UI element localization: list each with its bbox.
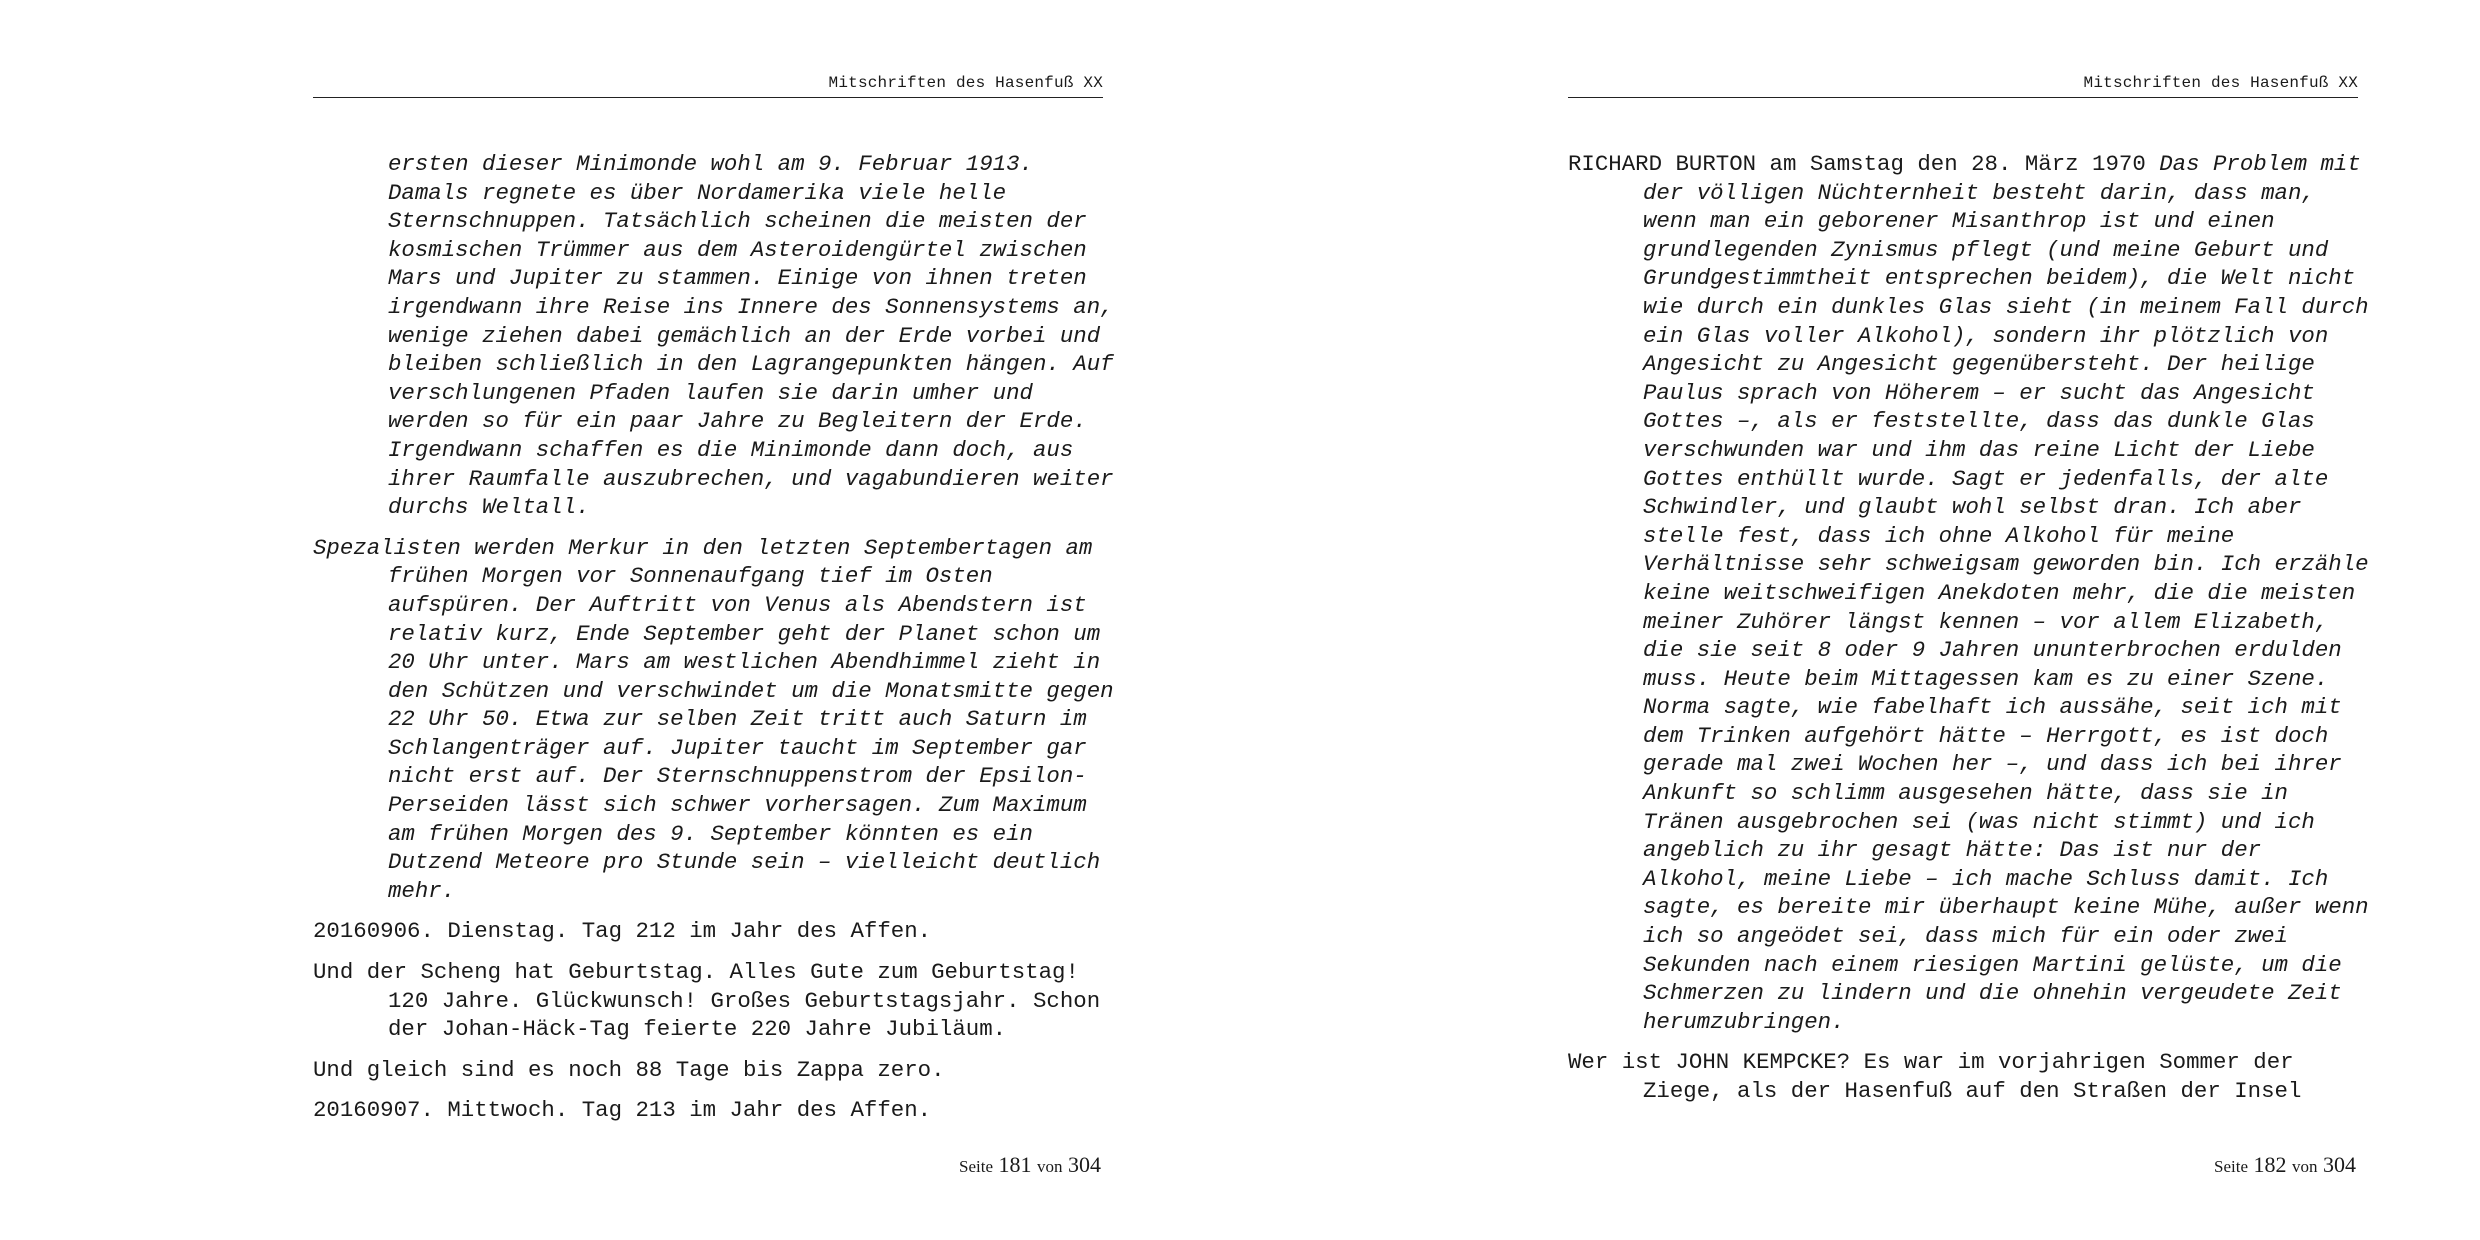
paragraph-birthday (313, 958, 1103, 1044)
text-line: Schmerzen zu lindern und die ohnehin vergeudete Zeit (1643, 980, 2342, 1007)
text-line: Wer ist JOHN KEMPCKE? Es war im vorjahrigen Sommer der (1568, 1049, 2294, 1076)
text-line (1568, 150, 2361, 179)
text-line: frühen Morgen vor Sonnenaufgang tief im Osten (388, 563, 993, 590)
left-page (313, 0, 1114, 1240)
text-line: muss. Heute beim Mittagessen kam es zu einer Szene. (1643, 665, 2329, 692)
text-line: stelle fest, dass ich ohne Alkohol für meine (1643, 522, 2235, 549)
page-body (1568, 150, 2369, 1118)
text-line: der völligen Nüchternheit besteht darin, dass man, (1643, 179, 2315, 206)
text-line: wenige ziehen dabei gemächlich an der Erde vorbei und (388, 322, 1101, 349)
text-line: Und der Scheng hat Geburtstag. Alles Gute zum Geburtstag! (313, 959, 1079, 986)
text-line: nicht erst auf. Der Sternschnuppenstrom der Epsilon- (388, 763, 1087, 790)
text-line: ich so angeödet sei, dass mich für ein oder zwei (1643, 923, 2288, 950)
text-line: Und gleich sind es noch 88 Tage bis Zappa zero. (313, 1056, 945, 1083)
text-line: Norma sagte, wie fabelhaft ich aussähe, seit ich mit (1643, 694, 2342, 721)
text-line: mehr. (388, 877, 456, 904)
text-line: Damals regnete es über Nordamerika viele helle (388, 179, 1007, 206)
text-line: herumzubringen. (1643, 1008, 1845, 1035)
paragraph-date-entry (313, 1096, 1103, 1125)
paragraph-minimonde (313, 150, 1114, 522)
text-line: Spezalisten werden Merkur in den letzten Septembertagen am (313, 534, 1093, 561)
footer-page-total: 304 (1068, 1152, 1101, 1177)
text-line: Grundgestimmtheit entsprechen beidem), die Welt nicht (1643, 265, 2356, 292)
text-line: sagte, es bereite mir überhaupt keine Mühe, außer wenn (1643, 894, 2369, 921)
text-line: grundlegenden Zynismus pflegt (und meine Geburt und (1643, 236, 2329, 263)
right-page (1568, 0, 2369, 1240)
text-line: kosmischen Trümmer aus dem Asteroidengürtel zwischen (388, 236, 1087, 263)
page-body (313, 150, 1114, 1137)
text-line: Schlangenträger auf. Jupiter taucht im September gar (388, 734, 1087, 761)
paragraph-kempcke (1568, 1048, 2358, 1105)
text-line: am frühen Morgen des 9. September könnten es ein (388, 820, 1033, 847)
running-header: Mitschriften des Hasenfuß XX (828, 74, 1103, 92)
text-line: relativ kurz, Ende September geht der Planet schon um (388, 620, 1101, 647)
footer-word-page: Seite (2214, 1157, 2248, 1176)
text-line: meiner Zuhörer längst kennen – vor allem Elizabeth, (1643, 608, 2329, 635)
text-line: verschwunden war und ihm das reine Licht der Liebe (1643, 436, 2315, 463)
text-line: die sie seit 8 oder 9 Jahren ununterbrochen erdulden (1643, 637, 2342, 664)
text-line: angeblich zu ihr gesagt hätte: Das ist nur der (1643, 837, 2262, 864)
paragraph-date-entry (313, 917, 1103, 946)
text-line: durchs Weltall. (388, 494, 590, 521)
text-line: 120 Jahre. Glückwunsch! Großes Geburtstagsjahr. Schon (388, 987, 1101, 1014)
text-line: Gottes enthüllt wurde. Sagt er jedenfalls, der alte (1643, 465, 2329, 492)
text-line: Angesicht zu Angesicht gegenübersteht. Der heilige (1643, 351, 2315, 378)
text-line: Alkohol, meine Liebe – ich mache Schluss damit. Ich (1643, 865, 2329, 892)
footer-word-of: von (1037, 1157, 1063, 1176)
paragraph-planets (313, 534, 1114, 906)
text-line: ein Glas voller Alkohol), sondern ihr plötzlich von (1643, 322, 2329, 349)
footer-word-page: Seite (959, 1157, 993, 1176)
text-line: dem Trinken aufgehört hätte – Herrgott, es ist doch (1643, 722, 2329, 749)
entry-lead: RICHARD BURTON am Samstag den 28. März 1970 (1568, 151, 2160, 177)
text-line: 20160907. Mittwoch. Tag 213 im Jahr des Affen. (313, 1097, 932, 1124)
text-line: Perseiden lässt sich schwer vorhersagen. Zum Maximum (388, 792, 1087, 819)
text-line: 22 Uhr 50. Etwa zur selben Zeit tritt auch Saturn im (388, 706, 1087, 733)
text-line: Tränen ausgebrochen sei (was nicht stimmt) und ich (1643, 808, 2315, 835)
text-line: 20160906. Dienstag. Tag 212 im Jahr des Affen. (313, 918, 932, 945)
running-header: Mitschriften des Hasenfuß XX (2083, 74, 2358, 92)
text-line: verschlungenen Pfaden laufen sie darin umher und (388, 379, 1033, 406)
text-line: Verhältnisse sehr schweigsam geworden bin. Ich erzähle (1643, 551, 2369, 578)
text-line: wenn man ein geborener Misanthrop ist und einen (1643, 208, 2275, 235)
text-line: Gottes –, als er feststellte, dass das dunkle Glas (1643, 408, 2315, 435)
text-line: Dutzend Meteore pro Stunde sein – vielleicht deutlich (388, 849, 1101, 876)
footer-page-number: 182 (2253, 1152, 2287, 1177)
header-rule (1568, 97, 2358, 98)
text-line: ihrer Raumfalle auszubrechen, und vagabundieren weiter (388, 465, 1114, 492)
text-line: Mars und Jupiter zu stammen. Einige von ihnen treten (388, 265, 1087, 292)
text-line: irgendwann ihre Reise ins Innere des Sonnensystems an, (388, 293, 1114, 320)
text-line: Ziege, als der Hasenfuß auf den Straßen der Insel (1643, 1078, 2302, 1104)
text-line: ersten dieser Minimonde wohl am 9. Februar 1913. (388, 151, 1033, 177)
text-line: keine weitschweifigen Anekdoten mehr, die die meisten (1643, 579, 2356, 606)
text-line: Paulus sprach von Höherem – er sucht das Angesicht (1643, 379, 2315, 406)
paragraph-zappa (313, 1056, 1103, 1085)
text-line: Sternschnuppen. Tatsächlich scheinen die meisten der (388, 208, 1087, 235)
text-line: werden so für ein paar Jahre zu Begleitern der Erde. (388, 408, 1087, 435)
text-line: der Johan-Häck-Tag feierte 220 Jahre Jubiläum. (388, 1016, 1007, 1043)
footer-page-total: 304 (2323, 1152, 2356, 1177)
text-line: Ankunft so schlimm ausgesehen hätte, dass sie in (1643, 780, 2288, 807)
footer-page-number: 181 (998, 1152, 1032, 1177)
text-line: 20 Uhr unter. Mars am westlichen Abendhimmel zieht in (388, 649, 1101, 676)
page-footer (2214, 1152, 2356, 1178)
text-line: Irgendwann schaffen es die Minimonde dann doch, aus (388, 436, 1074, 463)
text-line: aufspüren. Der Auftritt von Venus als Abendstern ist (388, 591, 1087, 618)
text-line: wie durch ein dunkles Glas sieht (in meinem Fall durch (1643, 293, 2369, 320)
paragraph-burton (1568, 150, 2369, 1036)
text-line: gerade mal zwei Wochen her –, und dass ich bei ihrer (1643, 751, 2342, 778)
text-line: Schwindler, und glaubt wohl selbst dran. Ich aber (1643, 494, 2302, 521)
text-line: bleiben schließlich in den Lagrangepunkten hängen. Auf (388, 351, 1114, 378)
page-footer (959, 1152, 1101, 1178)
footer-word-of: von (2292, 1157, 2318, 1176)
entry-lead-quote: Das Problem mit (2159, 151, 2361, 177)
header-rule (313, 97, 1103, 98)
text-line: den Schützen und verschwindet um die Monatsmitte gegen (388, 677, 1114, 704)
text-line: Sekunden nach einem riesigen Martini gelüste, um die (1643, 951, 2342, 978)
